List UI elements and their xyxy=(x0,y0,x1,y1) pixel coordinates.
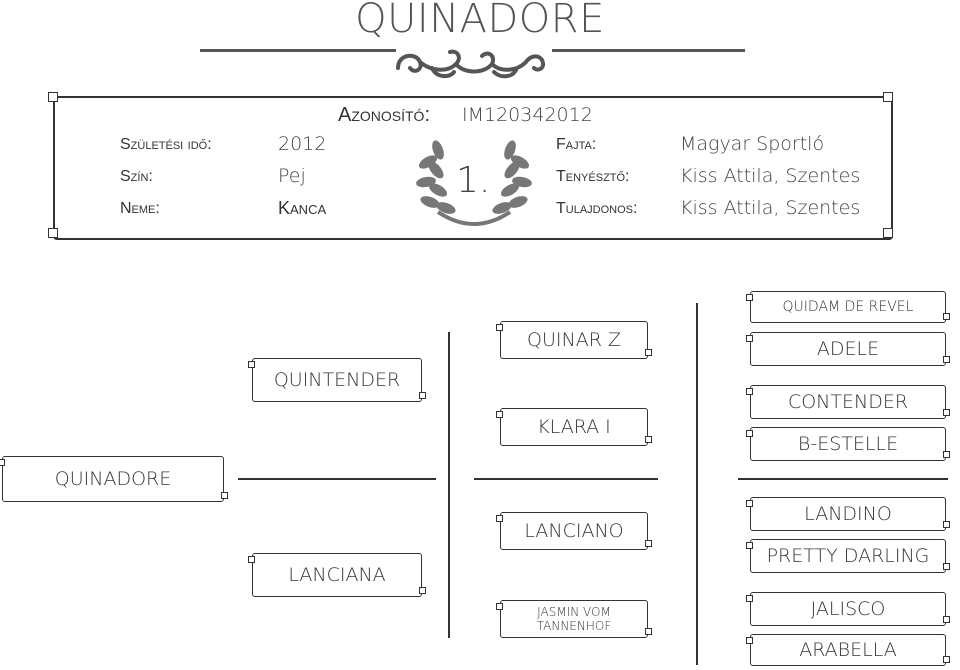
pedigree-connector xyxy=(238,478,436,480)
frame-corner-ornament xyxy=(48,92,58,102)
pedigree-g3-item: PRETTY DARLING xyxy=(750,539,946,573)
pedigree-g3-item: QUIDAM DE REVEL xyxy=(750,291,946,323)
pedigree-g3-item: B-ESTELLE xyxy=(750,427,946,461)
pedigree-g3-item: JALISCO xyxy=(750,592,946,626)
frame-corner-ornament xyxy=(883,92,893,102)
id-label: Azonosító: xyxy=(338,104,431,126)
frame-corner-ornament xyxy=(48,228,58,238)
frame-corner-ornament xyxy=(883,228,893,238)
pedigree-g3-item: CONTENDER xyxy=(750,385,946,419)
page-title: QUINADORE xyxy=(355,0,605,42)
owner-value: Kiss Attila, Szentes xyxy=(680,197,861,219)
color-value: Pej xyxy=(278,165,306,187)
pedigree-connector xyxy=(696,303,698,665)
breed-label: Fajta: xyxy=(556,136,597,153)
rank-number: 1. xyxy=(456,160,491,201)
color-label: Szín: xyxy=(120,168,153,185)
pedigree-dam: LANCIANA xyxy=(252,553,422,597)
sex-value: Kanca xyxy=(278,198,327,218)
owner-label: Tulajdonos: xyxy=(556,200,638,217)
pedigree-g3-item: LANDINO xyxy=(750,497,946,531)
title-rule-right xyxy=(552,49,745,52)
sex-label: Neme: xyxy=(120,200,160,217)
birth-value: 2012 xyxy=(278,133,327,155)
pedigree-subject: QUINADORE xyxy=(2,456,224,502)
pedigree-connector xyxy=(738,478,948,480)
pedigree-connector xyxy=(474,478,658,480)
pedigree-sire-dam: KLARA I xyxy=(500,408,648,446)
birth-label: Születési idő: xyxy=(120,136,212,153)
title-rule-left xyxy=(200,49,396,52)
pedigree-sire: QUINTENDER xyxy=(252,358,422,402)
pedigree-dam-dam: JASMIN VOM TANNENHOF xyxy=(500,600,648,638)
pedigree-g3-item: ADELE xyxy=(750,332,946,366)
pedigree-dam-sire: LANCIANO xyxy=(500,512,648,550)
pedigree-connector xyxy=(448,332,450,638)
pedigree-sire-sire: QUINAR Z xyxy=(500,321,648,359)
pedigree-g3-item: ARABELLA xyxy=(750,634,946,666)
breed-value: Magyar Sportló xyxy=(680,133,825,155)
breeder-label: Tenyésztő: xyxy=(556,168,630,185)
scroll-ornament-icon xyxy=(392,38,556,82)
breeder-value: Kiss Attila, Szentes xyxy=(680,165,861,187)
id-value: IM120342012 xyxy=(462,104,593,126)
